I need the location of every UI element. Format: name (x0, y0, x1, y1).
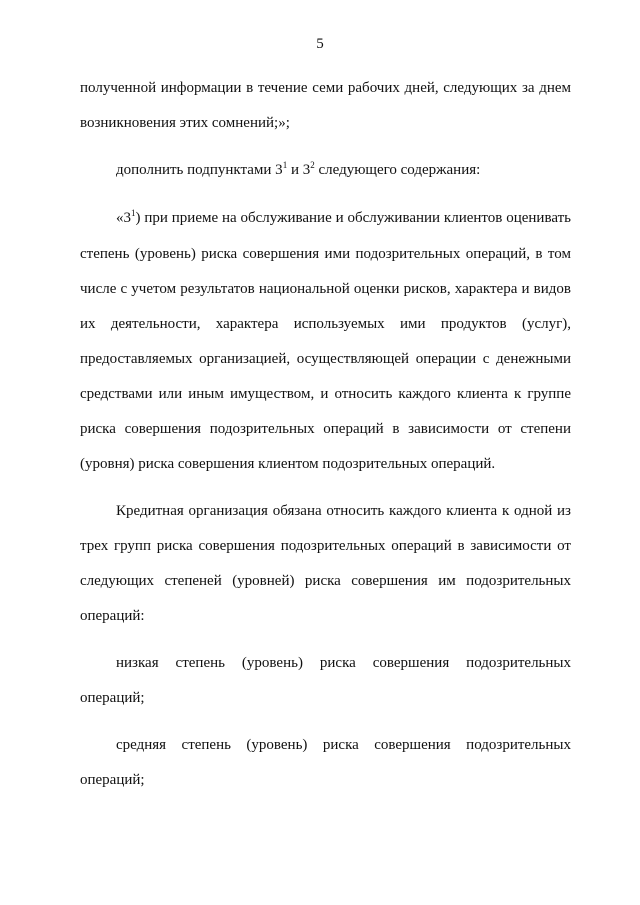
amendment-intro-text-2: и 3 (287, 162, 311, 178)
subpoint-text: ) при приеме на обслуживание и обслуживании клиентов оценивать степень (уровень) риска совершения ими подозрительных операций, в том числе с учетом результатов национальной оценки рисков, характера и видов их деятельности, характера используемых ими продуктов (услуг), предоставляемых организацией, осуществляющей операции с денежными средствами или иным имуществом, и относить каждого клиента к группе риска совершения подозрительных операций в зависимости от степени (уровня) риска совершения клиентом подозрительных операций. (80, 210, 571, 472)
amendment-intro-text-1: дополнить подпунктами 3 (116, 162, 283, 178)
paragraph-subpoint-3-1 (80, 201, 571, 482)
paragraph-amendment-intro (80, 153, 571, 189)
list-item-medium-risk: средняя степень (уровень) риска совершения подозрительных операций; (80, 737, 571, 788)
superscript-1: 1 (282, 160, 288, 170)
paragraph-continuation: полученной информации в течение семи рабочих дней, следующих за днем возникновения этих сомнений;»; (80, 80, 571, 131)
page-number: 5 (316, 36, 324, 52)
subpoint-superscript: 1 (131, 208, 136, 218)
paragraph-credit-org-obligation: Кредитная организация обязана относить каждого клиента к одной из трех групп риска совершения подозрительных операций в зависимости от следующих степеней (уровней) риска совершения им подозрительных операций: (80, 503, 571, 624)
list-item-low-risk: низкая степень (уровень) риска совершения подозрительных операций; (80, 655, 571, 706)
document-body (80, 71, 571, 798)
subpoint-open: «3 (116, 210, 131, 226)
superscript-2: 2 (310, 160, 315, 170)
amendment-intro-text-3: следующего содержания: (314, 162, 481, 178)
